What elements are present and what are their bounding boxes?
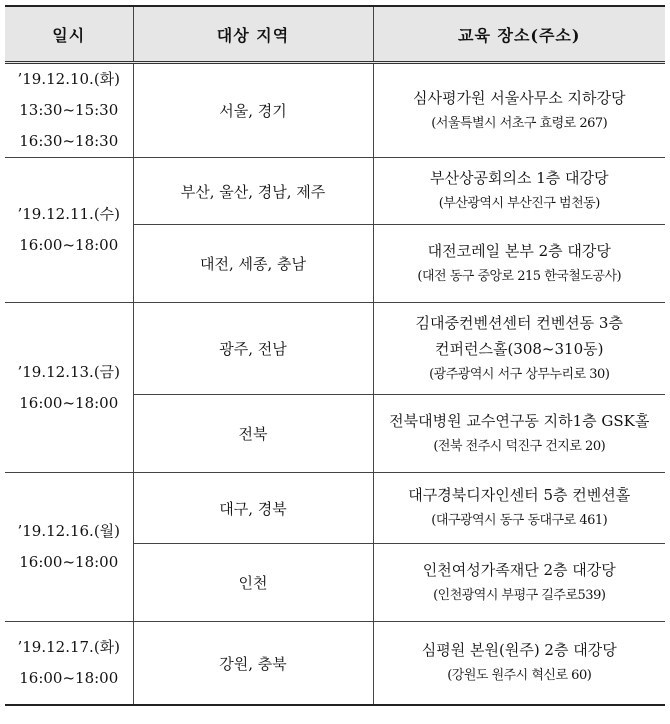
region-cell: 광주, 전남 <box>133 303 373 395</box>
table-row <box>5 303 665 395</box>
table-header <box>5 6 665 63</box>
time-text: 16:00~18:00 <box>19 669 119 687</box>
region-cell: 서울, 경기 <box>133 63 373 158</box>
table-row <box>5 63 665 158</box>
header-row <box>5 6 665 63</box>
table-row <box>5 473 665 544</box>
venue-address: (대전 동구 중앙로 215 한국철도공사) <box>417 268 622 284</box>
venue-name: 김대중컨벤션센터 컨벤션동 3층 <box>415 313 623 332</box>
date-text: ’19.12.13.(금) <box>17 362 121 381</box>
venue-name: 전북대병원 교수연구동 지하1층 GSK홀 <box>389 411 650 430</box>
date-cell <box>5 303 133 473</box>
venue-name: 대구경북디자인센터 5층 컨벤션홀 <box>408 486 631 504</box>
venue-cell <box>373 303 665 395</box>
date-cell <box>5 158 133 303</box>
date-cell <box>5 63 133 158</box>
date-text: ’19.12.17.(화) <box>17 638 121 656</box>
table-row <box>5 622 665 706</box>
venue-cell <box>373 544 665 622</box>
venue-address: (전북 전주시 덕진구 건지로 20) <box>433 438 606 454</box>
venue-cell <box>373 63 665 158</box>
date-cell <box>5 473 133 622</box>
education-schedule-table <box>5 5 665 706</box>
header-date: 일시 <box>5 6 133 63</box>
venue-name: 인천여성가족재단 2층 대강당 <box>422 560 616 579</box>
venue-name: 대전코레일 본부 2층 대강당 <box>427 241 611 260</box>
venue-name: 컨퍼런스홀(308~310동) <box>435 339 604 358</box>
region-cell: 대전, 세종, 충남 <box>133 225 373 303</box>
time-text: 13:30~15:30 <box>19 101 119 119</box>
date-text: ’19.12.11.(수) <box>17 205 121 223</box>
date-cell <box>5 622 133 706</box>
venue-address: (인천광역시 부평구 길주로539) <box>433 587 606 603</box>
venue-cell <box>373 225 665 303</box>
venue-name: 심평원 본원(원주) 2층 대강당 <box>421 641 617 659</box>
region-cell: 대구, 경북 <box>133 473 373 544</box>
venue-address: (광주광역시 서구 상무누리로 30) <box>429 366 610 382</box>
time-text: 16:00~18:00 <box>19 393 119 412</box>
venue-address: (강원도 원주시 혁신로 60) <box>447 668 592 683</box>
venue-address: (대구광역시 동구 동대구로 461) <box>431 513 608 528</box>
time-text: 16:00~18:00 <box>19 553 119 571</box>
region-cell: 인천 <box>133 544 373 622</box>
venue-cell <box>373 622 665 706</box>
venue-cell <box>373 158 665 225</box>
venue-name: 심사평가원 서울사무소 지하강당 <box>413 88 626 107</box>
region-cell: 강원, 충북 <box>133 622 373 706</box>
region-cell: 부산, 울산, 경남, 제주 <box>133 158 373 225</box>
venue-address: (서울특별시 서초구 효령로 267) <box>431 115 608 131</box>
time-text: 16:30~18:30 <box>19 132 119 150</box>
date-text: ’19.12.10.(화) <box>17 70 121 88</box>
venue-cell <box>373 473 665 544</box>
venue-name: 부산상공회의소 1층 대강당 <box>430 169 609 187</box>
time-text: 16:00~18:00 <box>19 236 119 254</box>
header-venue: 교육 장소(주소) <box>373 6 665 63</box>
region-cell: 전북 <box>133 395 373 473</box>
header-region: 대상 지역 <box>133 6 373 63</box>
venue-cell <box>373 395 665 473</box>
table-row <box>5 158 665 225</box>
venue-address: (부산광역시 부산진구 범천동) <box>438 196 600 211</box>
date-text: ’19.12.16.(월) <box>17 522 121 540</box>
